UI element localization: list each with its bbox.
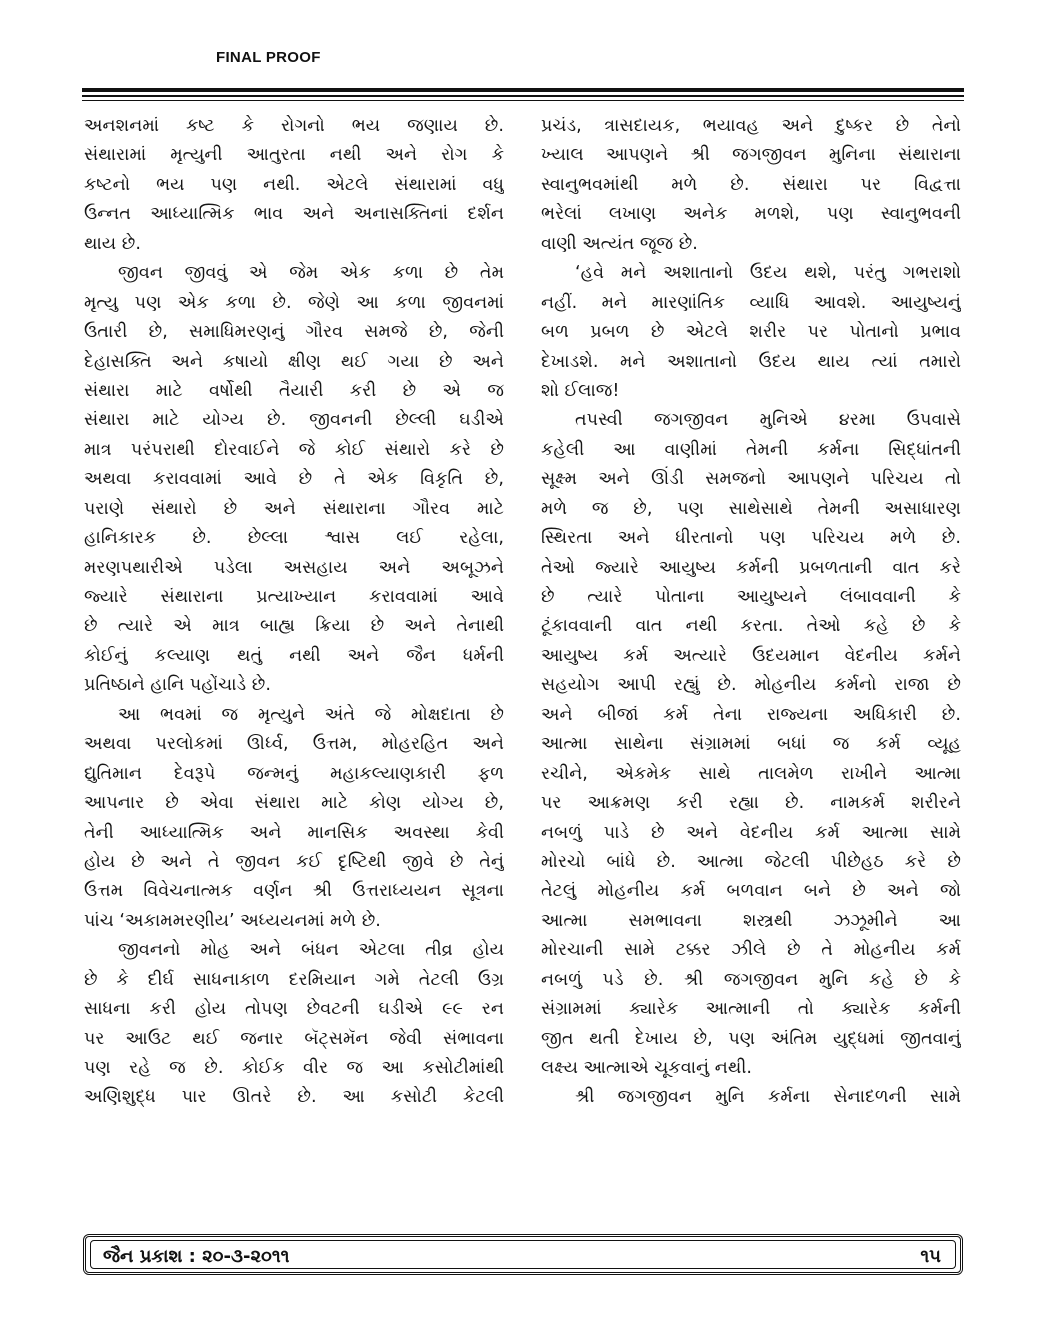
text-line: જીવન જીવવું એ જેમ એક કળા છે તેમ (118, 263, 504, 284)
text-line: અથવા કરાવવામાં આવે છે તે એક વિકૃતિ છે, (84, 469, 504, 490)
text-line: કહેલી આ વાણીમાં તેમની કર્મના સિદ્ધાંતની (541, 439, 961, 460)
right-text-column (541, 112, 961, 1113)
footer-box (83, 1234, 963, 1275)
text-line: છે કે દીર્ઘ સાધનાકાળ દરમિયાન ગમે તેટલી ઉગ્ર (84, 969, 504, 990)
text-line: લક્ષ્ય આત્માએ ચૂકવાનું નથી. (541, 1058, 752, 1078)
text-line: ભરેલાં લખાણ અનેક મળશે, પણ સ્વાનુભવની (541, 204, 961, 225)
text-line: તેઓ જ્યારે આયુષ્ય કર્મની પ્રબળતાની વાત કરે (541, 557, 961, 578)
text-line: દેખાડશે. મને અશાતાનો ઉદય થાય ત્યાં તમારો (541, 351, 961, 372)
text-line: ટૂંકાવવાની વાત નથી કરતા. તેઓ કહે છે કે (541, 616, 961, 637)
header-rule-thick (82, 88, 964, 92)
text-line: રચીને, એકમેક સાથે તાલમેળ રાખીને આત્મા (541, 763, 961, 784)
text-line: અથવા પરલોકમાં ઊર્ધ્વ, ઉત્તમ, મોહરહિત અને (84, 734, 504, 755)
text-line: હાનિકારક છે. છેલ્લા શ્વાસ લઈ રહેલા, (84, 528, 504, 549)
text-line: પર આઉટ થઈ જનાર બૅટ્સમૅન જેવી સંભાવના (84, 1028, 504, 1049)
header-rule-medium (82, 95, 964, 97)
text-line: ઉત્તમ વિવેચનાત્મક વર્ણન શ્રી ઉત્તરાધ્યયન સૂત્રના (84, 881, 504, 902)
text-line: નબળું પડે છે. શ્રી જગજીવન મુનિ કહે છે કે (541, 969, 961, 990)
text-line: છે ત્યારે પોતાના આયુષ્યને લંબાવવાની કે (541, 587, 961, 607)
text-line: પ્રતિષ્ઠાને હાનિ પહોંચાડે છે. (84, 675, 271, 696)
text-line: શ્રી જગજીવન મુનિ કર્મના સેનાદળની સામે (575, 1087, 961, 1108)
text-line: ઉતારી છે, સમાધિમરણનું ગૌરવ સમજે છે, જેની (84, 322, 504, 343)
text-line: પણ રહે જ છે. કોઈક વીર જ આ કસોટીમાંથી (84, 1058, 504, 1078)
header-rule-thin (82, 100, 964, 101)
text-line: સાધના કરી હોય તોપણ છેવટની ઘડીએ ૯૯ રન (84, 999, 504, 1020)
text-line: મોરચો બાંધે છે. આત્મા જેટલી પીછેહઠ કરે છે (541, 851, 961, 872)
text-line: કષ્ટનો ભય પણ નથી. એટલે સંથારામાં વધુ (84, 174, 504, 195)
text-line: શો ઈલાજ! (541, 380, 620, 401)
publication-title: જૈન પ્રકાશ : ૨૦-૩-૨૦૧૧ (103, 1246, 290, 1267)
text-line: સહયોગ આપી રહ્યું છે. મોહનીય કર્મનો રાજા છે (541, 675, 961, 696)
text-line: ઉન્નત આધ્યાત્મિક ભાવ અને અનાસક્તિનાં દર્શન (84, 204, 504, 225)
text-line: મૃત્યુ પણ એક કળા છે. જેણે આ કળા જીવનમાં (84, 292, 504, 313)
text-line: સ્થિરતા અને ધીરતાનો પણ પરિચય મળે છે. (541, 528, 961, 549)
text-line: જીવનનો મોહ અને બંધન એટલા તીવ્ર હોય (118, 940, 504, 961)
text-line: નહીં. મને મારણાંતિક વ્યાધિ આવશે. આયુષ્યનું (541, 292, 961, 313)
text-line: સંથારા માટે યોગ્ય છે. જીવનની છેલ્લી ઘડીએ (84, 410, 504, 431)
text-line: દ્યુતિમાન દેવરૂપે જન્મનું મહાકલ્યાણકારી ફળ (84, 763, 504, 784)
text-line: સંગ્રામમાં ક્યારેક આત્માની તો ક્યારેક કર્મની (541, 999, 961, 1020)
text-line: તેની આધ્યાત્મિક અને માનસિક અવસ્થા કેવી (84, 822, 504, 843)
text-line: સંથારા માટે વર્ષોથી તૈયારી કરી છે એ જ (84, 380, 504, 401)
text-line: નબળું પાડે છે અને વેદનીય કર્મ આત્મા સામે (541, 822, 961, 843)
text-line: થાય છે. (84, 233, 141, 254)
page-number: ૧૫ (920, 1246, 941, 1267)
text-line: માત્ર પરંપરાથી દોરવાઈને જે કોઈ સંથારો કરે છે (84, 439, 504, 460)
text-line: દેહાસક્તિ અને કષાયો ક્ષીણ થઈ ગયા છે અને (84, 351, 504, 372)
final-proof-label: FINAL PROOF (216, 49, 321, 66)
text-line: તેટલું મોહનીય કર્મ બળવાન બને છે અને જો (541, 881, 961, 902)
text-line: સ્વાનુભવમાંથી મળે છે. સંથારા પર વિદ્વત્તા (541, 174, 961, 195)
text-line: આ ભવમાં જ મૃત્યુને અંતે જે મોક્ષદાતા છે (118, 704, 504, 725)
text-line: અને બીજાં કર્મ તેના રાજ્યના અધિકારી છે. (541, 704, 961, 725)
text-line: અણિશુદ્ધ પાર ઊતરે છે. આ કસોટી કેટલી (84, 1087, 504, 1108)
text-line: કોઈનું કલ્યાણ થતું નથી અને જૈન ધર્મની (84, 645, 504, 666)
text-line: સંથારામાં મૃત્યુની આતુરતા નથી અને રોગ કે (84, 145, 504, 166)
text-line: હોય છે અને તે જીવન કઈ દૃષ્ટિથી જીવે છે તેનું (84, 851, 504, 872)
text-line: ‘હવે મને અશાતાનો ઉદય થશે, પરંતુ ગભરાશો (575, 263, 961, 284)
text-line: બળ પ્રબળ છે એટલે શરીર પર પોતાનો પ્રભાવ (541, 322, 961, 343)
text-line: જીત થતી દેખાય છે, પણ અંતિમ યુદ્ધમાં જીતવાનું (541, 1028, 961, 1049)
text-line: મરણપથારીએ પડેલા અસહાય અને અબૂઝને (84, 557, 504, 578)
text-line: પર આક્રમણ કરી રહ્યા છે. નામકર્મ શરીરને (541, 793, 961, 814)
text-line: મળે જ છે, પણ સાથેસાથે તેમની અસાધારણ (541, 498, 961, 519)
text-line: પરાણે સંથારો છે અને સંથારાના ગૌરવ માટે (84, 498, 504, 519)
footer-inner-border (90, 1240, 956, 1269)
text-line: આપનાર છે એવા સંથારા માટે કોણ યોગ્ય છે, (84, 793, 504, 814)
text-line: તપસ્વી જગજીવન મુનિએ ૪રમા ઉપવાસે (575, 410, 961, 431)
text-line: સૂક્ષ્મ અને ઊંડી સમજનો આપણને પરિચય તો (541, 469, 961, 490)
text-line: આત્મા સમભાવના શસ્ત્રથી ઝઝૂમીને આ (541, 910, 961, 931)
text-line: મોરચાની સામે ટક્કર ઝીલે છે તે મોહનીય કર્મ (541, 940, 961, 961)
text-line: અનશનમાં કષ્ટ કે રોગનો ભય જણાય છે. (84, 116, 504, 136)
text-line: પ્રચંડ, ત્રાસદાયક, ભયાવહ અને દુષ્કર છે તેનો (541, 116, 961, 136)
text-line: પાંચ ‘અકામમરણીય’ અધ્યયનમાં મળે છે. (84, 910, 381, 931)
text-line: આયુષ્ય કર્મ અત્યારે ઉદયમાન વેદનીય કર્મને (541, 645, 961, 666)
text-line: આત્મા સાથેના સંગ્રામમાં બધાં જ કર્મ વ્યૂહ (541, 734, 961, 755)
text-line: ખ્યાલ આપણને શ્રી જગજીવન મુનિના સંથારાના (541, 145, 961, 166)
text-line: છે ત્યારે એ માત્ર બાહ્ય ક્રિયા છે અને તેનાથી (84, 616, 504, 637)
left-text-column (84, 112, 504, 1113)
text-line: વાણી અત્યંત જૂજ છે. (541, 233, 698, 254)
text-line: જ્યારે સંથારાના પ્રત્યાખ્યાન કરાવવામાં આવે (84, 587, 504, 607)
